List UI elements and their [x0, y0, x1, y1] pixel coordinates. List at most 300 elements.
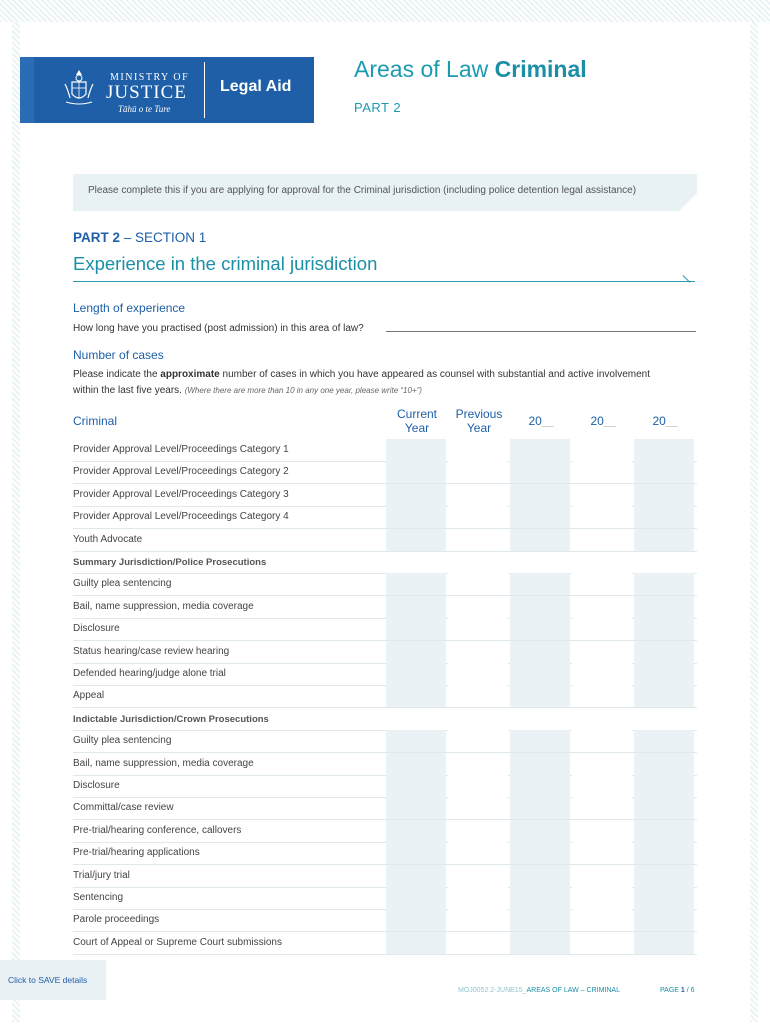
table-cell-col-4 [572, 439, 632, 461]
table-cell-col-4 [572, 865, 632, 887]
table-cell-col-3 [510, 685, 570, 707]
case-count-input[interactable] [386, 663, 446, 685]
table-cell-col-3 [510, 730, 570, 752]
table-cell-col-2 [448, 685, 508, 707]
table-row [73, 573, 697, 596]
footer-page-number [660, 987, 695, 994]
table-subheader-row [73, 708, 697, 731]
col-current-year [386, 407, 448, 435]
notice-corner [679, 193, 697, 211]
case-count-input[interactable] [634, 685, 694, 707]
col-previous-line1: Previous [455, 407, 503, 421]
table-cell-col-1 [386, 775, 446, 797]
case-count-input[interactable] [572, 663, 632, 685]
table-row-label: Defended hearing/judge alone trial [73, 668, 226, 679]
cases-text-post: number of cases in which you have appeared as counsel with substantial and active involvement [219, 369, 650, 380]
case-count-input[interactable] [510, 932, 570, 954]
table-cell-col-1 [386, 641, 446, 663]
banner-accent [20, 57, 34, 123]
footer-page-total: / 6 [684, 987, 695, 994]
table-cell-col-4 [572, 797, 632, 819]
table-row [73, 909, 697, 932]
banner-divider [204, 62, 205, 118]
col-year-3-blank: ___ [541, 420, 554, 427]
case-count-input[interactable] [634, 887, 694, 909]
case-count-input[interactable] [510, 865, 570, 887]
table-cell-col-2 [448, 641, 508, 663]
table-cell-col-5 [634, 775, 694, 797]
case-count-input[interactable] [448, 797, 508, 819]
table-cell-col-5 [634, 685, 694, 707]
document-part: PART 2 [354, 100, 402, 115]
case-count-input[interactable] [634, 618, 694, 640]
case-count-input[interactable] [386, 842, 446, 864]
length-question: How long have you practised (post admission) in this area of law? [73, 323, 364, 334]
table-cell-col-4 [572, 820, 632, 842]
footer-form-code [458, 987, 620, 994]
case-count-input[interactable] [572, 775, 632, 797]
case-count-input[interactable] [572, 461, 632, 483]
table-cell-col-3 [510, 797, 570, 819]
case-count-input[interactable] [386, 461, 446, 483]
table-row [73, 753, 697, 776]
table-row [73, 887, 697, 910]
table-row-label: Provider Approval Level/Proceedings Category 2 [73, 466, 289, 478]
case-count-input[interactable] [572, 909, 632, 931]
table-row-label: Disclosure [73, 623, 120, 635]
table-cell-col-2 [448, 820, 508, 842]
case-count-input[interactable] [572, 842, 632, 864]
table-cell-col-3 [510, 641, 570, 663]
case-count-input[interactable] [448, 775, 508, 797]
table-row-label: Provider Approval Level/Proceedings Category 3 [73, 488, 289, 500]
table-cell-col-2 [448, 932, 508, 954]
case-count-input[interactable] [634, 909, 694, 931]
case-count-input[interactable] [448, 685, 508, 707]
table-cell-col-1 [386, 685, 446, 707]
cases-text-line2: within the last five years. [73, 385, 182, 396]
table-row [73, 730, 697, 753]
case-count-input[interactable] [386, 753, 446, 775]
table-cell-col-4 [572, 573, 632, 595]
table-row [73, 932, 697, 955]
table-row [73, 618, 697, 641]
case-count-input[interactable] [386, 573, 446, 595]
table-row [73, 842, 697, 865]
table-row [73, 663, 697, 686]
case-count-input[interactable] [634, 753, 694, 775]
case-count-input[interactable] [634, 596, 694, 618]
case-count-input[interactable] [634, 865, 694, 887]
table-cell-col-3 [510, 439, 570, 461]
case-count-input[interactable] [448, 484, 508, 506]
case-count-input[interactable] [448, 641, 508, 663]
table-cell-col-1 [386, 506, 446, 528]
table-cell-col-4 [572, 932, 632, 954]
case-count-input[interactable] [448, 842, 508, 864]
table-row [73, 461, 697, 484]
table-cell-col-4 [572, 842, 632, 864]
case-count-input[interactable] [386, 775, 446, 797]
table-cell-col-2 [448, 506, 508, 528]
title-bold: Criminal [494, 56, 587, 82]
case-count-input[interactable] [572, 529, 632, 551]
page-frame-top [0, 0, 770, 22]
case-count-input[interactable] [634, 730, 694, 752]
table-cell-col-2 [448, 842, 508, 864]
heading-rule [73, 281, 695, 282]
table-cell-col-4 [572, 461, 632, 483]
table-cell-col-4 [572, 887, 632, 909]
col-year-4 [572, 414, 634, 431]
length-heading: Length of experience [73, 301, 186, 315]
table-cell-col-2 [448, 484, 508, 506]
table-subheader-row [73, 551, 697, 574]
table-cell-col-2 [448, 909, 508, 931]
table-cell-col-1 [386, 820, 446, 842]
table-cell-col-1 [386, 887, 446, 909]
table-row-label: Guilty plea sentencing [73, 735, 172, 747]
case-count-input[interactable] [510, 909, 570, 931]
case-count-input[interactable] [572, 618, 632, 640]
table-cell-col-5 [634, 842, 694, 864]
table-cell-col-3 [510, 461, 570, 483]
case-count-input[interactable] [572, 685, 632, 707]
case-count-input[interactable] [386, 506, 446, 528]
table-row-label: Appeal [73, 690, 105, 702]
case-count-input[interactable] [386, 596, 446, 618]
table-cell-col-1 [386, 484, 446, 506]
case-count-input[interactable] [510, 842, 570, 864]
table-cell-col-3 [510, 573, 570, 595]
table-cell-col-2 [448, 439, 508, 461]
case-count-input[interactable] [386, 529, 446, 551]
case-count-input[interactable] [448, 865, 508, 887]
table-cell-col-4 [572, 730, 632, 752]
case-count-input[interactable] [510, 887, 570, 909]
table-cell-col-2 [448, 887, 508, 909]
table-cell-col-1 [386, 865, 446, 887]
case-count-input[interactable] [386, 730, 446, 752]
table-cell-col-5 [634, 529, 694, 551]
table-cell-col-4 [572, 529, 632, 551]
case-count-input[interactable] [572, 797, 632, 819]
case-count-input[interactable] [510, 753, 570, 775]
table-cell-col-5 [634, 865, 694, 887]
table-cell-col-2 [448, 461, 508, 483]
table-cell-col-1 [386, 730, 446, 752]
table-row-label: Committal/case review [73, 802, 174, 814]
case-count-input[interactable] [572, 484, 632, 506]
case-count-input[interactable] [386, 887, 446, 909]
case-count-input[interactable] [634, 461, 694, 483]
case-count-input[interactable] [572, 887, 632, 909]
table-subheader-label: Indictable Jurisdiction/Crown Prosecutions [73, 713, 269, 725]
case-count-input[interactable] [572, 865, 632, 887]
case-count-input[interactable] [572, 641, 632, 663]
table-cell-col-1 [386, 573, 446, 595]
case-count-input[interactable] [634, 797, 694, 819]
section-label-bold: PART 2 [73, 230, 121, 245]
table-row [73, 439, 697, 462]
case-count-input[interactable] [448, 909, 508, 931]
case-count-input[interactable] [510, 439, 570, 461]
table-row-label: Pre-trial/hearing applications [73, 847, 200, 859]
table-row-label: Status hearing/case review hearing [73, 645, 230, 657]
table-cell-col-1 [386, 439, 446, 461]
table-cell-col-2 [448, 865, 508, 887]
table-row [73, 506, 697, 529]
table-cell-col-3 [510, 932, 570, 954]
table-row [73, 820, 697, 843]
case-count-input[interactable] [510, 573, 570, 595]
table-cell-col-1 [386, 797, 446, 819]
save-details-button[interactable]: Click to SAVE details [0, 960, 106, 1000]
case-count-input[interactable] [634, 663, 694, 685]
table-cell-col-3 [510, 865, 570, 887]
case-count-input[interactable] [510, 797, 570, 819]
table-row-label: Pre-trial/hearing conference, callovers [73, 824, 242, 836]
table-row [73, 641, 697, 664]
case-count-input[interactable] [510, 506, 570, 528]
table-cell-col-1 [386, 753, 446, 775]
case-count-input[interactable] [448, 820, 508, 842]
col-year-4-prefix: 20 [590, 414, 604, 428]
col-current-line1: Current [396, 407, 437, 421]
table-cell-col-2 [448, 775, 508, 797]
case-count-input[interactable] [448, 753, 508, 775]
case-count-input[interactable] [448, 573, 508, 595]
org-name-line2: JUSTICE [106, 82, 187, 103]
case-count-input[interactable] [448, 887, 508, 909]
table-row [73, 529, 697, 552]
table-cell-col-5 [634, 618, 694, 640]
case-count-input[interactable] [634, 932, 694, 954]
org-name-maori: Tāhū o te Ture [118, 104, 171, 114]
table-cell-col-5 [634, 596, 694, 618]
case-count-input[interactable] [634, 529, 694, 551]
table-row [73, 685, 697, 708]
table-row-label: Disclosure [73, 780, 120, 791]
table-cell-col-4 [572, 641, 632, 663]
cases-hint: (Where there are more than 10 in any one year, please write “10+”) [184, 386, 422, 395]
table-cell-col-1 [386, 842, 446, 864]
table-cell-col-1 [386, 618, 446, 640]
col-year-4-blank: ___ [603, 420, 616, 427]
case-count-input[interactable] [634, 484, 694, 506]
table-cell-col-3 [510, 909, 570, 931]
col-current-line2: Year [404, 421, 430, 435]
table-cell-col-5 [634, 730, 694, 752]
case-count-input[interactable] [572, 820, 632, 842]
table-cell-col-4 [572, 618, 632, 640]
table-cell-col-3 [510, 596, 570, 618]
table-cell-col-5 [634, 641, 694, 663]
table-cell-col-5 [634, 887, 694, 909]
case-count-input[interactable] [510, 618, 570, 640]
table-cell-col-1 [386, 663, 446, 685]
footer-code: MOJ0052.2-JUNE15_ [458, 987, 527, 994]
case-count-input[interactable] [510, 641, 570, 663]
table-cell-col-4 [572, 909, 632, 931]
case-count-input[interactable] [386, 618, 446, 640]
case-count-input[interactable] [510, 820, 570, 842]
table-cell-col-5 [634, 797, 694, 819]
case-count-input[interactable] [510, 529, 570, 551]
col-year-3-prefix: 20 [528, 414, 542, 428]
table-cell-col-5 [634, 909, 694, 931]
coat-of-arms-icon [62, 68, 96, 108]
case-count-input[interactable] [634, 506, 694, 528]
table-cell-col-4 [572, 506, 632, 528]
legal-aid-label: Legal Aid [220, 78, 292, 95]
case-count-input[interactable] [510, 730, 570, 752]
case-count-input[interactable] [572, 932, 632, 954]
case-count-input[interactable] [510, 461, 570, 483]
table-cell-col-1 [386, 932, 446, 954]
case-count-input[interactable] [510, 775, 570, 797]
case-count-input[interactable] [448, 461, 508, 483]
case-count-input[interactable] [386, 797, 446, 819]
case-count-input[interactable] [572, 573, 632, 595]
table-cell-col-5 [634, 439, 694, 461]
col-year-5 [634, 414, 696, 431]
table-row-label: Bail, name suppression, media coverage [73, 757, 254, 769]
org-name-line1: MINISTRY OF [110, 72, 190, 83]
table-row [73, 797, 697, 820]
case-count-input[interactable] [448, 663, 508, 685]
col-year-5-prefix: 20 [652, 414, 666, 428]
case-count-input[interactable] [572, 506, 632, 528]
case-count-input[interactable] [634, 820, 694, 842]
table-cell-col-1 [386, 529, 446, 551]
table-subheader-label: Summary Jurisdiction/Police Prosecutions [73, 557, 267, 568]
case-count-input[interactable] [510, 484, 570, 506]
case-count-input[interactable] [386, 865, 446, 887]
case-count-input[interactable] [386, 685, 446, 707]
case-count-input[interactable] [448, 596, 508, 618]
notice-text: Please complete this if you are applying for approval for the Criminal jurisdiction (including police detention legal assistance) [88, 185, 637, 196]
table-cell-col-2 [448, 753, 508, 775]
col-year-5-blank: ___ [665, 420, 678, 427]
table-cell-col-3 [510, 887, 570, 909]
case-count-input[interactable] [634, 842, 694, 864]
case-count-input[interactable] [572, 730, 632, 752]
col-previous-line2: Year [466, 421, 492, 435]
title-plain: Areas of Law [354, 56, 495, 82]
col-criminal: Criminal [73, 414, 118, 428]
table-cell-col-5 [634, 573, 694, 595]
table-row-label: Guilty plea sentencing [73, 578, 172, 590]
case-count-input[interactable] [572, 753, 632, 775]
document-title [354, 56, 587, 83]
table-cell-col-4 [572, 775, 632, 797]
section-label [73, 230, 206, 245]
table-cell-col-4 [572, 685, 632, 707]
case-count-input[interactable] [634, 573, 694, 595]
table-row [73, 865, 697, 888]
case-count-input[interactable] [386, 484, 446, 506]
case-count-input[interactable] [386, 909, 446, 931]
length-answer-line[interactable] [386, 331, 696, 332]
case-count-input[interactable] [448, 506, 508, 528]
case-count-input[interactable] [634, 775, 694, 797]
table-cell-col-5 [634, 461, 694, 483]
table-row [73, 775, 697, 798]
cases-text-bold: approximate [160, 369, 220, 380]
table-cell-col-2 [448, 797, 508, 819]
section-heading: Experience in the criminal jurisdiction [73, 253, 378, 274]
col-previous-year [448, 407, 510, 435]
section-label-rest: – SECTION 1 [120, 230, 207, 245]
cases-instructions [73, 369, 650, 380]
case-count-input[interactable] [448, 439, 508, 461]
case-count-input[interactable] [448, 932, 508, 954]
page-frame-right [750, 22, 758, 1022]
case-count-input[interactable] [510, 685, 570, 707]
case-count-input[interactable] [448, 529, 508, 551]
footer-page-num: 1 [680, 987, 685, 994]
table-cell-col-2 [448, 529, 508, 551]
case-count-input[interactable] [448, 730, 508, 752]
table-cell-col-3 [510, 775, 570, 797]
table-row-label: Sentencing [73, 892, 124, 903]
table-cell-col-3 [510, 484, 570, 506]
case-count-input[interactable] [634, 439, 694, 461]
table-row-label: Parole proceedings [73, 914, 160, 926]
table-cell-col-4 [572, 484, 632, 506]
case-count-input[interactable] [510, 663, 570, 685]
table-cell-col-4 [572, 596, 632, 618]
case-count-input[interactable] [386, 820, 446, 842]
page-frame-left [12, 22, 20, 1022]
table-row [73, 484, 697, 507]
table-row-label: Bail, name suppression, media coverage [73, 600, 254, 612]
case-count-input[interactable] [634, 641, 694, 663]
table-cell-col-1 [386, 596, 446, 618]
table-cell-col-5 [634, 506, 694, 528]
table-cell-col-5 [634, 753, 694, 775]
table-cell-col-1 [386, 461, 446, 483]
case-count-input[interactable] [386, 932, 446, 954]
table-cell-col-2 [448, 596, 508, 618]
table-cell-col-2 [448, 573, 508, 595]
case-count-input[interactable] [386, 641, 446, 663]
table-cell-col-5 [634, 932, 694, 954]
table-cell-col-2 [448, 663, 508, 685]
case-count-input[interactable] [386, 439, 446, 461]
table-cell-col-3 [510, 663, 570, 685]
case-count-input[interactable] [572, 596, 632, 618]
cases-heading: Number of cases [73, 348, 164, 362]
table-cell-col-2 [448, 730, 508, 752]
table-row-label: Provider Approval Level/Proceedings Category 1 [73, 444, 289, 455]
table-cell-col-4 [572, 663, 632, 685]
table-cell-col-3 [510, 618, 570, 640]
case-count-input[interactable] [510, 596, 570, 618]
table-cell-col-3 [510, 529, 570, 551]
footer-page-prefix: PAGE [660, 987, 681, 994]
table-row-label: Youth Advocate [73, 533, 143, 545]
table-cell-col-3 [510, 842, 570, 864]
table-cell-col-3 [510, 820, 570, 842]
case-count-input[interactable] [572, 439, 632, 461]
table-row-label: Court of Appeal or Supreme Court submissions [73, 936, 282, 948]
cases-instructions-line2 [73, 385, 422, 396]
table-cell-col-3 [510, 753, 570, 775]
table-cell-col-5 [634, 820, 694, 842]
case-count-input[interactable] [448, 618, 508, 640]
